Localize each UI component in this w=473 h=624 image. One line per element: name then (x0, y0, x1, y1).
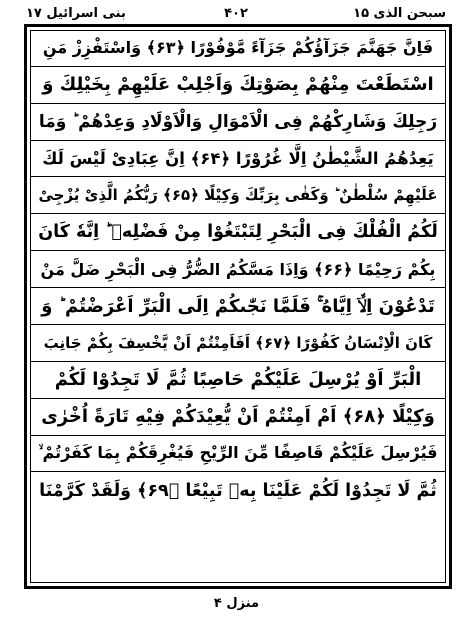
verse-text: ثُمَّ لَا تَجِدُوْا لَكُمْ عَلَيْنَا بِهٖ تَبِيْعًا ﴿۶۹﴾ وَلَقَدْ كَرَّمْنَا (39, 480, 437, 501)
text-line (30, 214, 446, 251)
verse-text: الْبَرِّ اَوْ يُرْسِلَ عَلَيْكُمْ حَاصِبًا ثُمَّ لَا تَجِدُوْا لَكُمْ (54, 369, 422, 391)
manzil-marker: منزل ۴ (213, 596, 260, 611)
text-body (30, 30, 446, 583)
verse-text: لَكُمُ الْفُلْكَ فِى الْبَحْرِ لِتَبْتَغُوْا مِنْ فَضْلِهٖ ؕ اِنَّهٗ كَانَ (38, 222, 438, 243)
text-line (30, 104, 446, 141)
surah-name: بنی اسرائیل ۱۷ (26, 6, 126, 21)
text-line (30, 325, 446, 362)
text-line (30, 177, 446, 214)
verse-text: وَكِيْلًا ﴿۶۸﴾ اَمْ اَمِنْتُمْ اَنْ يُّعِيْدَكُمْ فِيْهِ تَارَةً اُخْرٰى (41, 406, 435, 428)
text-line (30, 472, 446, 509)
page-number: ۴۰۲ (224, 6, 248, 21)
text-line (30, 251, 446, 288)
verse-text: عَلَيْهِمْ سُلْطٰنٌ ؕ وَكَفٰى بِرَبِّكَ وَكِيْلًا ﴿۶۵﴾ رَبُّكُمُ الَّذِىْ يُزْجِىْ (38, 186, 438, 205)
text-line (30, 288, 446, 325)
text-line (30, 399, 446, 436)
verse-text: رَجِلِكَ وَشَارِكْهُمْ فِى الْاَمْوَالِ وَالْاَوْلَادِ وَعِدْهُمْ ؕ وَمَا (38, 111, 438, 132)
text-line (30, 67, 446, 104)
text-line (30, 436, 446, 473)
verse-text: فَاِنَّ جَهَنَّمَ جَزَآؤُكُمْ جَزَآءً مَّوْفُوْرًا ﴿۶۳﴾ وَاسْتَفْزِزْ مَنِ (42, 38, 434, 58)
text-line (30, 362, 446, 399)
verse-text: تَدْعُوْنَ اِلَّاۤ اِيَّاهُ ۚ فَلَمَّا نَجّٰىكُمْ اِلَى الْبَرِّ اَعْرَضْتُمْ ؕ وَ (41, 295, 435, 317)
verse-text: كَانَ الْاِنْسَانُ كَفُوْرًا ﴿۶۷﴾ اَفَاَمِنْتُمْ اَنْ يَّخْسِفَ بِكُمْ جَانِبَ (43, 333, 433, 352)
text-line (30, 30, 446, 67)
verse-text: فَيُرْسِلَ عَلَيْكُمْ قَاصِفًا مِّنَ الرِّيْحِ فَيُغْرِقَكُمْ بِمَا كَفَرْتُمْ ۙ (38, 443, 438, 463)
verse-text: اسْتَطَعْتَ مِنْهُمْ بِصَوْتِكَ وَاَجْلِبْ عَلَيْهِمْ بِخَيْلِكَ وَ (42, 74, 434, 96)
para-name: سبحن الذی ۱۵ (353, 6, 446, 21)
page-header (22, 4, 450, 26)
verse-text: يَعِدُهُمُ الشَّيْطٰنُ اِلَّا غُرُوْرًا ﴿۶۴﴾ اِنَّ عِبَادِىْ لَيْسَ لَكَ (42, 149, 434, 169)
verse-text: بِكُمْ رَحِيْمًا ﴿۶۶﴾ وَاِذَا مَسَّكُمُ الضُّرُّ فِى الْبَحْرِ ضَلَّ مَنْ (40, 259, 436, 279)
text-line (30, 141, 446, 178)
